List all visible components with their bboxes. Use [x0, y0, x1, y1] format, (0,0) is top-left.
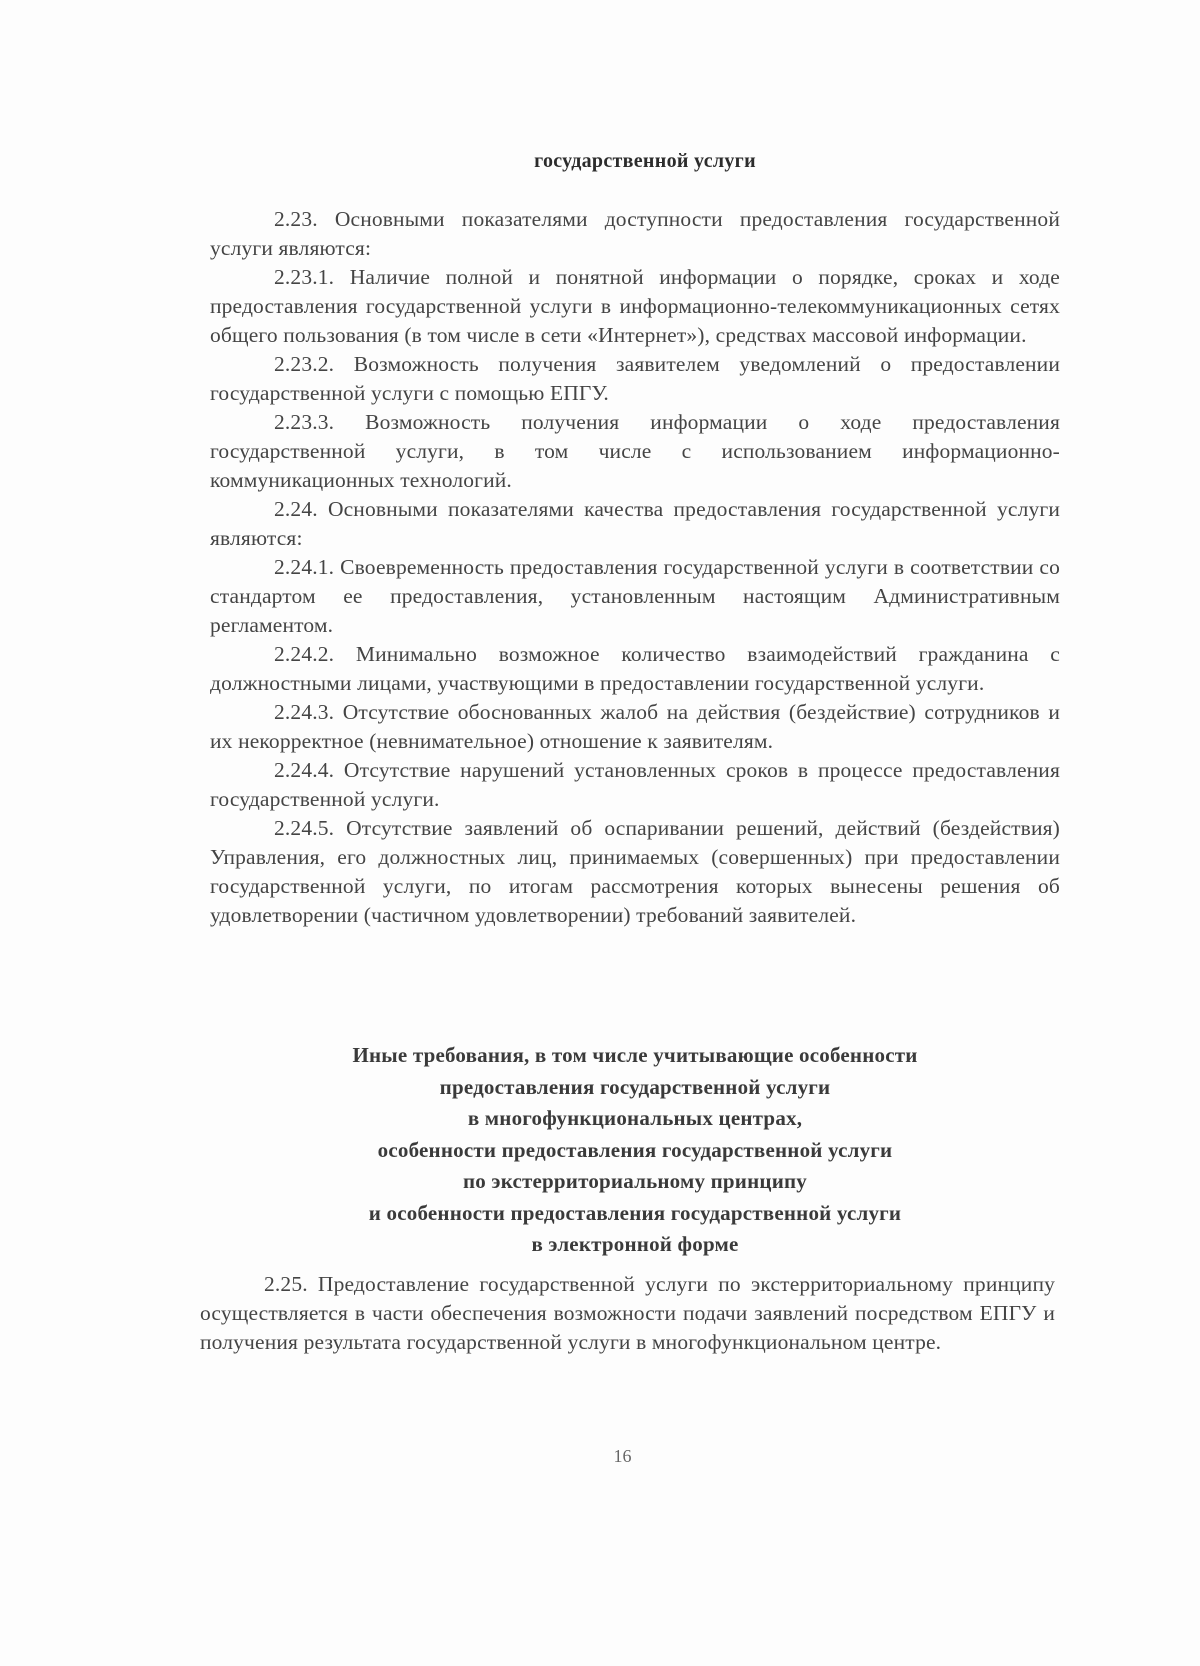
- section-heading-line: особенности предоставления государственной услуги: [377, 1137, 893, 1162]
- paragraph-2-25: 2.25. Предоставление государственной услуги по экстерриториальному принципу осуществляется в части обеспечения возможности подачи заявлений посредством ЕПГУ и получения результата государственной услуги в многофункциональном центре.: [200, 1272, 1055, 1354]
- paragraph-2-24-1: 2.24.1. Своевременность предоставления государственной услуги в соответствии со стандартом ее предоставления, установленным настоящим Административным регламентом.: [210, 555, 1060, 637]
- paragraph-2-24-4: 2.24.4. Отсутствие нарушений установленных сроков в процессе предоставления государственной услуги.: [210, 758, 1060, 811]
- paragraph-2-23-2: 2.23.2. Возможность получения заявителем уведомлений о предоставлении государственной услуги с помощью ЕПГУ.: [210, 352, 1060, 405]
- page-number: 16: [613, 1446, 632, 1466]
- body-text: [210, 205, 1060, 930]
- section-heading-line: по экстерриториальному принципу: [462, 1169, 808, 1193]
- paragraph-2-24-2: 2.24.2. Минимально возможное количество взаимодействий гражданина с должностными лицами, участвующими в предоставлении государственной услуги.: [210, 642, 1060, 695]
- paragraph-2-23-1: 2.23.1. Наличие полной и понятной информации о порядке, сроках и ходе предоставления государственной услуги в информационно-телекоммуникационных сетях общего пользования (в том числе в сети «Интернет»), средствах массовой информации.: [210, 265, 1060, 347]
- paragraph-2-24: 2.24. Основными показателями качества предоставления государственной услуги являются:: [210, 497, 1060, 550]
- section-heading-line: в электронной форме: [531, 1232, 739, 1256]
- final-body-text: [200, 1270, 1055, 1357]
- section-heading-line: Иные требования, в том числе учитывающие особенности: [352, 1043, 918, 1067]
- paragraph-2-24-5: 2.24.5. Отсутствие заявлений об оспаривании решений, действий (бездействия) Управления, его должностных лиц, принимаемых (совершенных) при предоставлении государственной услуги, по итогам рассмотрения которых вынесены решения об удовлетворении (частичном удовлетворении) требований заявителей.: [210, 816, 1060, 927]
- section-heading-continuation: государственной услуги: [534, 150, 756, 172]
- paragraph-2-23: 2.23. Основными показателями доступности предоставления государственной услуги являются:: [210, 207, 1060, 260]
- section-heading: [240, 1040, 1030, 1261]
- section-heading-line: предоставления государственной услуги: [439, 1074, 831, 1099]
- section-heading-line: в многофункциональных центрах,: [467, 1106, 803, 1130]
- paragraph-2-23-3: 2.23.3. Возможность получения информации о ходе предоставления государственной услуги, в том числе с использованием информационно-коммуникационных технологий.: [210, 410, 1060, 492]
- section-heading-line: и особенности предоставления государственной услуги: [368, 1200, 902, 1225]
- paragraph-2-24-3: 2.24.3. Отсутствие обоснованных жалоб на действия (бездействие) сотрудников и их некорректное (невнимательное) отношение к заявителям.: [210, 700, 1060, 753]
